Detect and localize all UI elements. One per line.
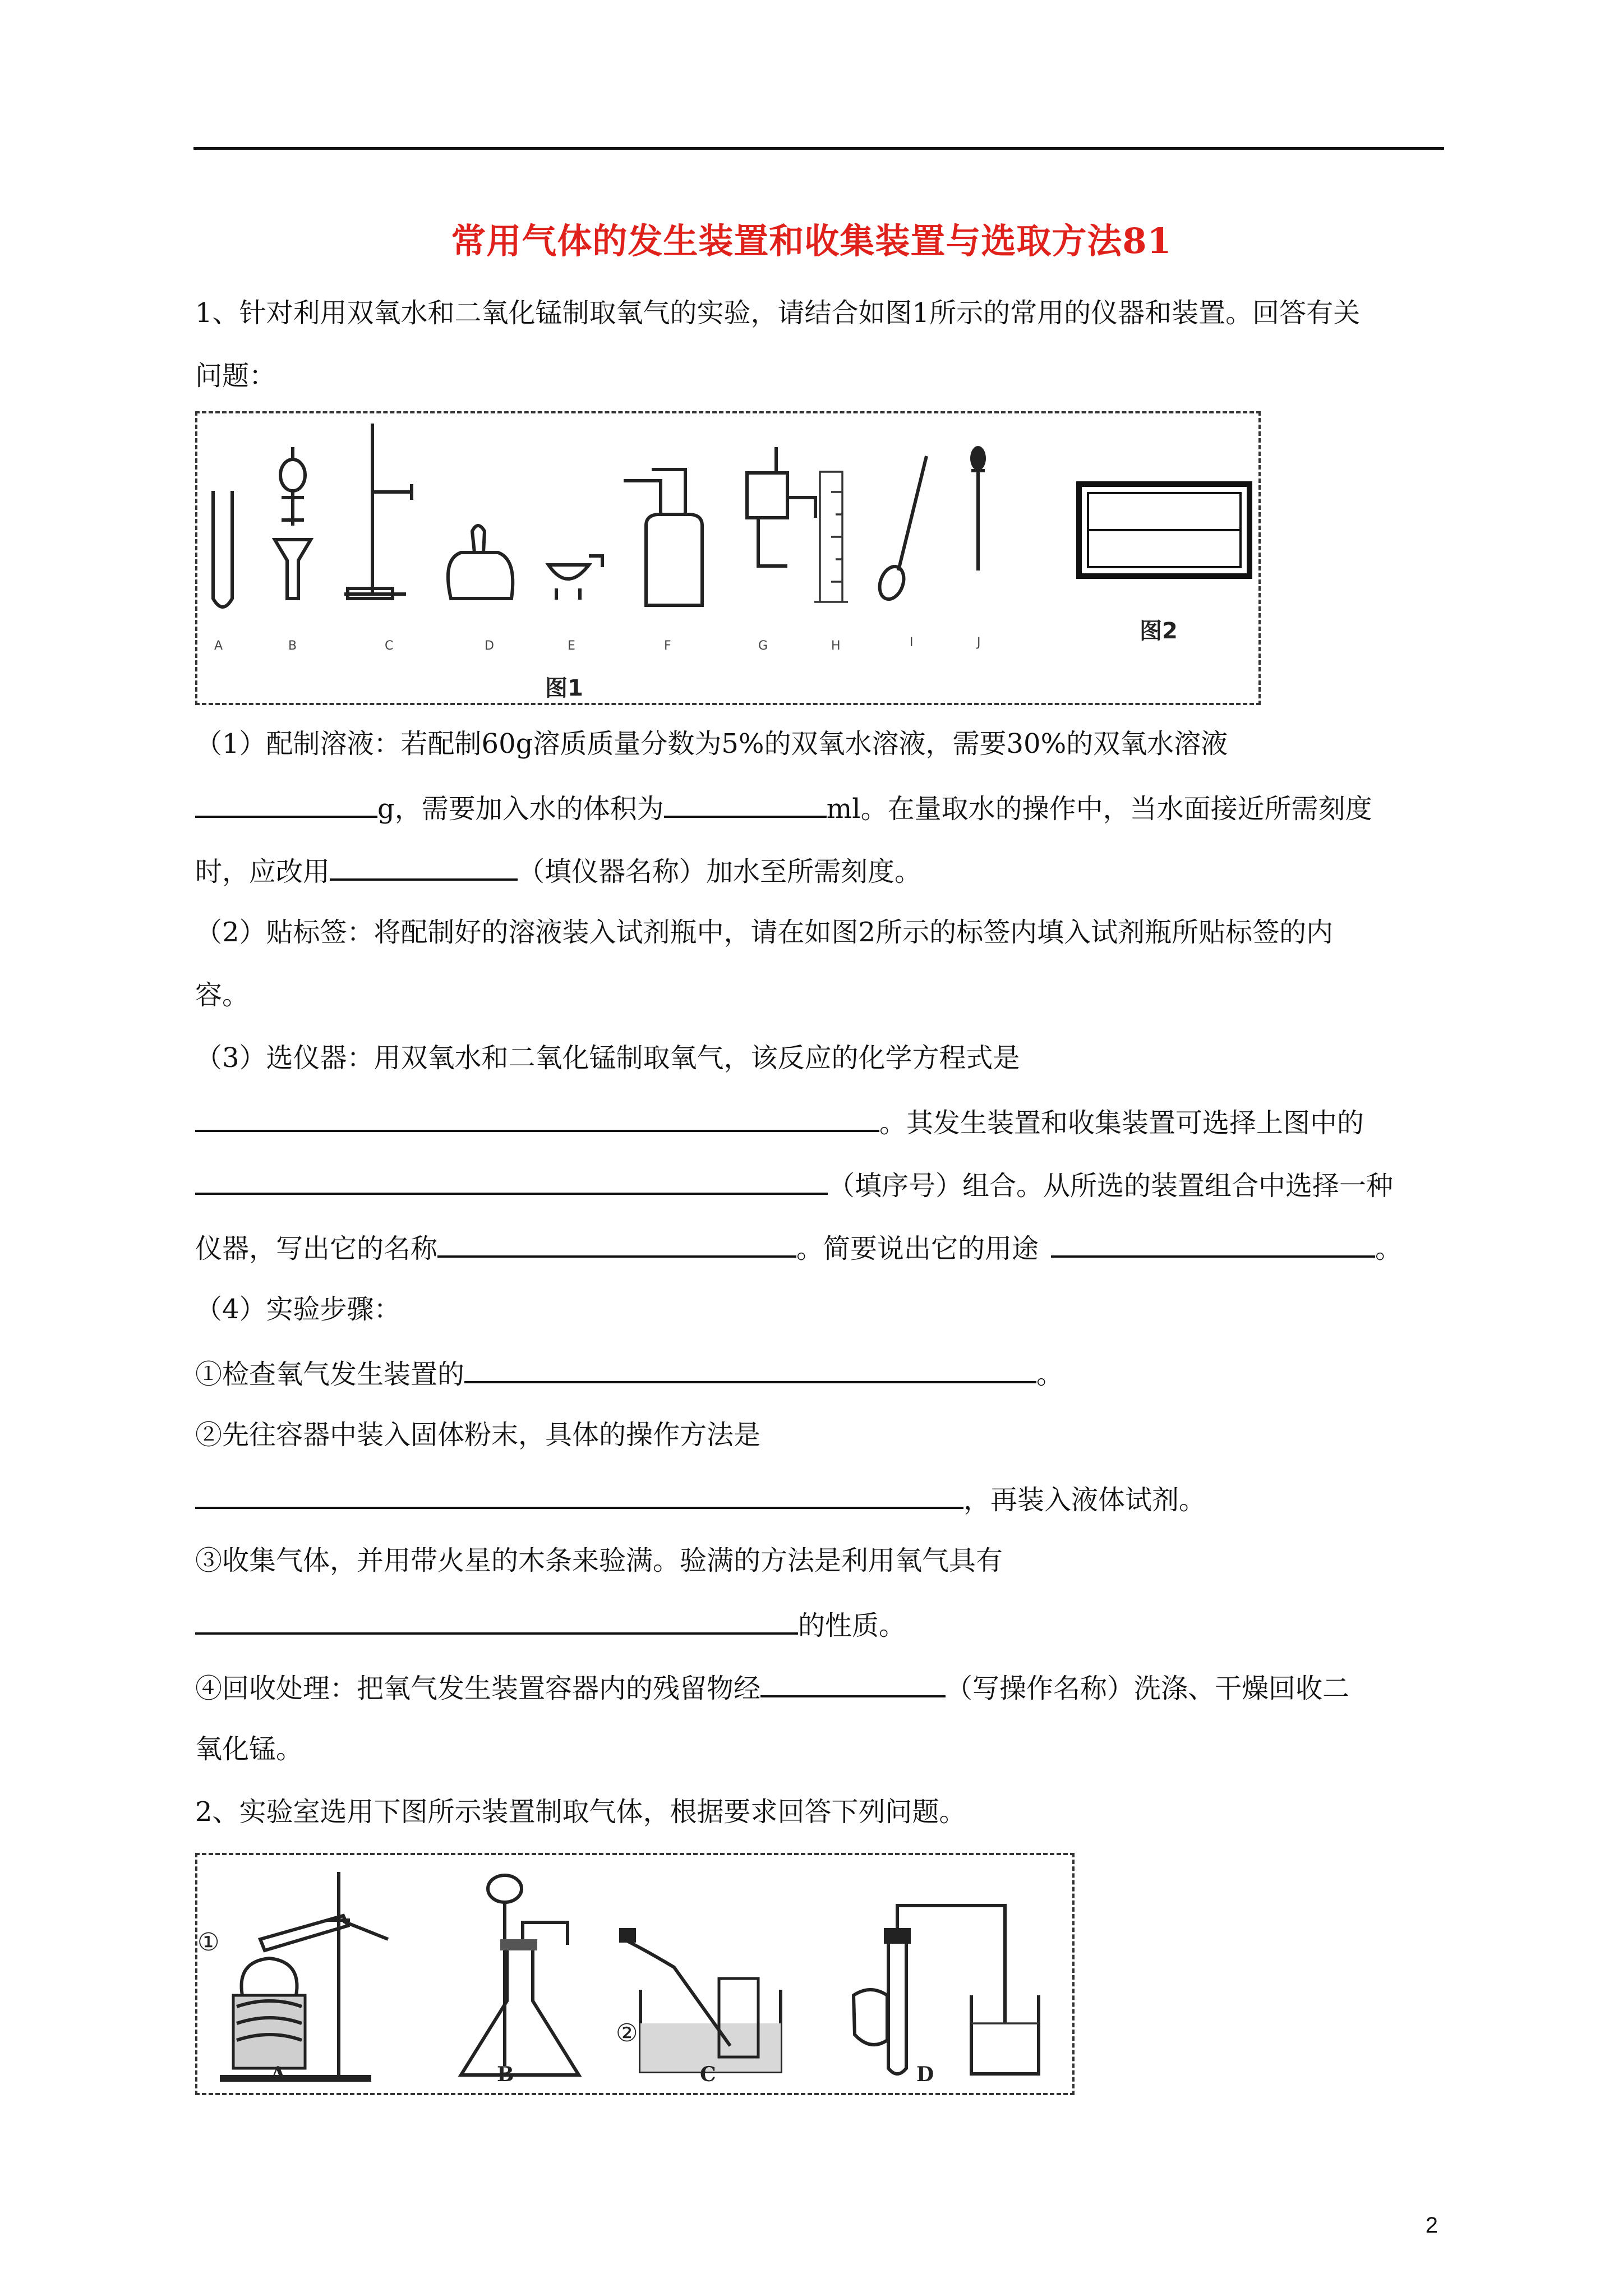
- apparatus-illustrations: [197, 1855, 1072, 2093]
- figure-1-box: [195, 411, 1261, 705]
- q1-step2-line1: ②先往容器中装入固体粉末，具体的操作方法是: [195, 1419, 761, 1451]
- answer-blank[interactable]: [760, 1669, 946, 1697]
- airtightness-check-icon: [854, 1906, 1039, 2074]
- q1-part3-line3: （填序号）组合。从所选的装置组合中选择一种: [195, 1167, 1393, 1203]
- medicine-spoon-icon: [875, 456, 926, 602]
- label-a: A: [214, 639, 223, 653]
- test-tube-icon: [213, 491, 232, 607]
- q1-part4-title: （4）实验步骤：: [195, 1294, 401, 1325]
- q1-part2-line2: 容。: [195, 979, 250, 1011]
- answer-blank[interactable]: [664, 790, 827, 818]
- label-c: C: [385, 639, 394, 653]
- figure-1-caption: 图1: [545, 675, 583, 701]
- iron-stand-icon: [344, 424, 412, 599]
- label-j: J: [977, 636, 981, 650]
- label-g: G: [758, 639, 768, 653]
- page-title: 常用气体的发生装置和收集装置与选取方法81: [451, 220, 1172, 261]
- marker-2: ②: [616, 2019, 638, 2047]
- flask-funnel-apparatus-icon: [461, 1875, 579, 2075]
- label-e: E: [568, 639, 575, 653]
- q1-step1: ①检查氧气发生装置的 。: [195, 1355, 1063, 1391]
- apparatus-label-b: B: [497, 2063, 514, 2086]
- label-i: I: [910, 636, 914, 650]
- instrument-illustrations: [197, 413, 1258, 703]
- q2-intro: 2、实验室选用下图所示装置制取气体，根据要求回答下列问题。: [195, 1796, 966, 1828]
- label-h: H: [831, 639, 841, 653]
- bottle-with-tube-icon: [747, 447, 815, 566]
- answer-blank[interactable]: [195, 790, 377, 818]
- answer-blank[interactable]: [437, 1230, 796, 1258]
- alcohol-lamp-icon: [448, 526, 513, 599]
- q1-part2-line1: （2）贴标签：将配制好的溶液装入试剂瓶中，请在如图2所示的标签内填入试剂瓶所贴标签的内: [195, 917, 1334, 948]
- label-frame-icon: [1079, 484, 1249, 576]
- q1-intro-line2: 问题：: [195, 360, 276, 392]
- q1-step3-line1: ③收集气体，并用带火星的木条来验满。验满的方法是利用氧气具有: [195, 1545, 1003, 1576]
- gas-bottle-icon: [624, 470, 702, 605]
- figure-apparatus-box: [195, 1853, 1075, 2095]
- answer-blank[interactable]: [195, 1607, 798, 1635]
- marker-1: ①: [197, 1928, 220, 1957]
- answer-blank[interactable]: [195, 1104, 879, 1132]
- heating-apparatus-icon: [220, 1872, 388, 2082]
- q1-step4-line1: ④回收处理：把氧气发生装置容器内的残留物经 （写操作名称）洗涤、干燥回收二: [195, 1669, 1349, 1705]
- q1-part3-line1: （3）选仪器：用双氧水和二氧化锰制取氧气，该反应的化学方程式是: [195, 1042, 1020, 1074]
- water-trough-icon: [619, 1928, 781, 2072]
- apparatus-label-a: A: [270, 2063, 286, 2086]
- answer-blank[interactable]: [195, 1481, 963, 1509]
- separatory-funnel-icon: [275, 447, 311, 599]
- q1-part1-line1: （1）配制溶液：若配制60g溶质质量分数为5%的双氧水溶液，需要30%的双氧水溶液: [195, 728, 1228, 760]
- q1-part3-line4: 仪器，写出它的名称 。简要说出它的用途 。: [195, 1230, 1402, 1266]
- q1-part1-line2: g，需要加入水的体积为 ml。在量取水的操作中，当水面接近所需刻度: [195, 790, 1372, 826]
- q1-step2-line2: ，再装入液体试剂。: [195, 1481, 1206, 1517]
- q1-part3-line2: 。其发生装置和收集装置可选择上图中的: [195, 1104, 1364, 1140]
- q1-intro-line1: 1、针对利用双氧水和二氧化锰制取氧气的实验，请结合如图1所示的常用的仪器和装置。回答有关: [195, 297, 1361, 329]
- graduated-cylinder-icon: [814, 472, 848, 602]
- apparatus-label-c: C: [700, 2063, 716, 2086]
- q1-part1-line3: 时，应改用 （填仪器名称）加水至所需刻度。: [195, 853, 921, 889]
- q1-step4-line2: 氧化锰。: [195, 1733, 303, 1765]
- label-b: B: [288, 639, 297, 653]
- page-number: 2: [1425, 2213, 1438, 2238]
- label-f: F: [664, 639, 671, 653]
- figure-2-caption: 图2: [1140, 618, 1178, 644]
- apparatus-label-d: D: [916, 2063, 934, 2086]
- answer-blank[interactable]: [330, 853, 518, 881]
- dropper-icon: [970, 446, 986, 570]
- evaporating-dish-icon: [548, 556, 602, 600]
- q1-step3-line2: 的性质。: [195, 1607, 906, 1642]
- header-rule: [193, 147, 1444, 150]
- answer-blank[interactable]: [1051, 1230, 1375, 1258]
- label-d: D: [485, 639, 494, 653]
- answer-blank[interactable]: [464, 1355, 1036, 1383]
- answer-blank[interactable]: [195, 1167, 828, 1195]
